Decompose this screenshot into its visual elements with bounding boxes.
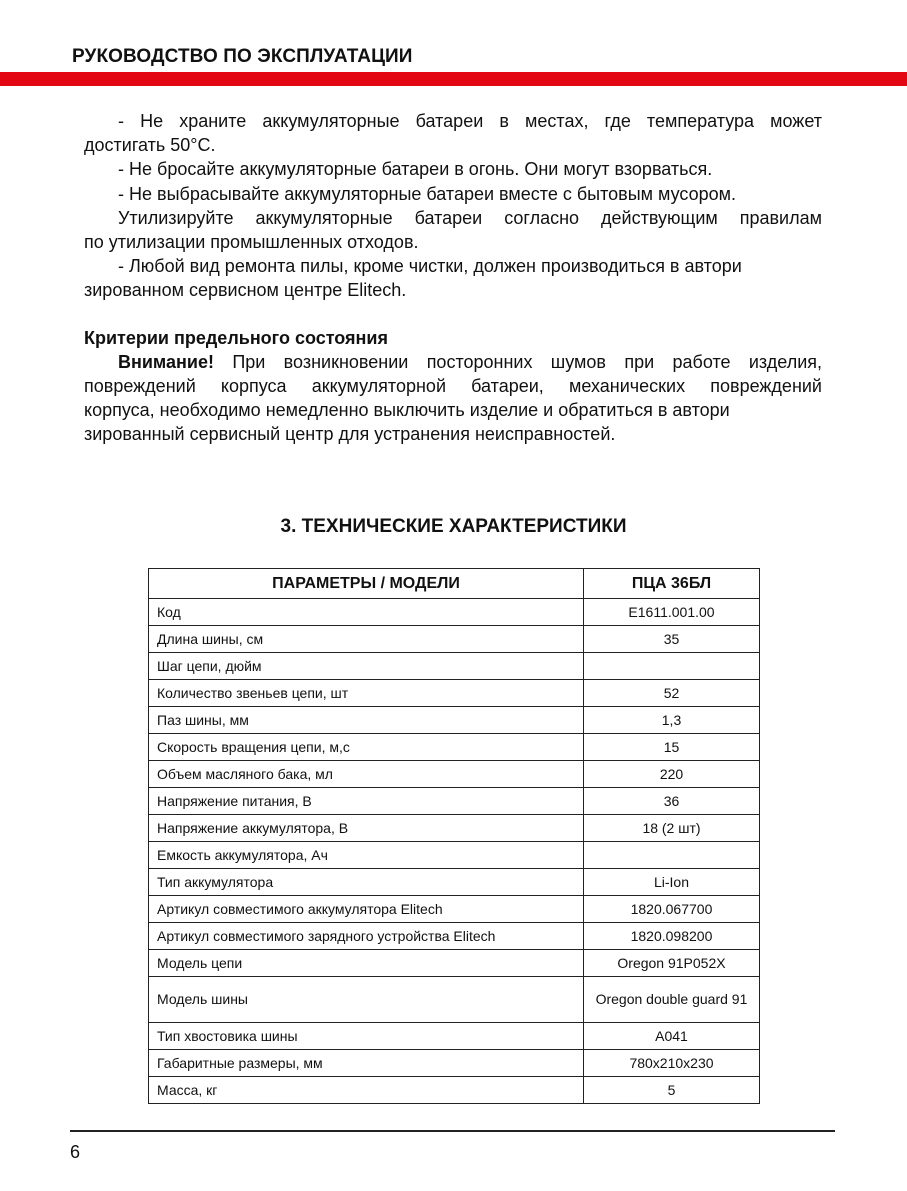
text-line: - Не выбрасывайте аккумуляторные батареи вместе с бытовым мусором. [118,183,737,204]
text-line: повреждений корпуса аккумуляторной батареи, механических повреждений [84,376,822,397]
table-row [149,950,760,977]
text-fragment: При возникновении посторонних шумов при работе изделия, [213,351,822,372]
param-cell: Емкость аккумулятора, Ач [149,842,584,869]
value-cell: 35 [584,626,760,653]
value-cell [584,653,760,680]
param-cell: Напряжение питания, В [149,788,584,815]
warning-label: Внимание! [118,351,214,372]
table-row [149,599,760,626]
table-row [149,815,760,842]
table-row [149,977,760,1023]
value-cell: Oregon 91P052X [584,950,760,977]
table-row [149,842,760,869]
param-cell: Скорость вращения цепи, м,с [149,734,584,761]
param-cell: Тип хвостовика шины [149,1023,584,1050]
section-title: 3. ТЕХНИЧЕСКИЕ ХАРАКТЕРИСТИКИ [280,516,627,537]
header-red-bar [0,72,907,86]
param-cell: Код [149,599,584,626]
value-cell: Oregon double guard 91 [584,977,760,1023]
param-cell: Объем масляного бака, мл [149,761,584,788]
table-row [149,680,760,707]
text-line: корпуса, необходимо немедленно выключить изделие и обратиться в автори [84,400,730,421]
param-cell: Количество звеньев цепи, шт [149,680,584,707]
table-row [149,869,760,896]
value-cell: Li-Ion [584,869,760,896]
param-cell: Артикул совместимого аккумулятора Elitech [149,896,584,923]
param-cell: Напряжение аккумулятора, В [149,815,584,842]
value-cell: 5 [584,1077,760,1104]
column-header-params: ПАРАМЕТРЫ / МОДЕЛИ [149,569,584,599]
text-line: достигать 50°C. [84,135,216,156]
param-cell: Шаг цепи, дюйм [149,653,584,680]
param-cell: Артикул совместимого зарядного устройства Elitech [149,923,584,950]
table-row [149,626,760,653]
param-cell: Модель цепи [149,950,584,977]
table-row [149,1023,760,1050]
param-cell: Тип аккумулятора [149,869,584,896]
value-cell: 15 [584,734,760,761]
value-cell: 780x210x230 [584,1050,760,1077]
param-cell: Габаритные размеры, мм [149,1050,584,1077]
text-line: зированном сервисном центре Elitech. [84,280,407,301]
table-row [149,761,760,788]
value-cell: 1820.098200 [584,923,760,950]
table-header-row [149,569,760,599]
param-cell: Длина шины, см [149,626,584,653]
value-cell: E1611.001.00 [584,599,760,626]
text-line: Утилизируйте аккумуляторные батареи согласно действующим правилам [118,207,822,228]
page-number: 6 [70,1142,81,1162]
value-cell: 1820.067700 [584,896,760,923]
text-line: по утилизации промышленных отходов. [84,232,419,253]
value-cell: 36 [584,788,760,815]
table-row [149,896,760,923]
body-text [84,109,822,447]
spec-table [148,568,760,1104]
text-line: - Не храните аккумуляторные батареи в местах, где температура может [118,111,822,131]
param-cell: Масса, кг [149,1077,584,1104]
param-cell: Модель шины [149,977,584,1023]
value-cell: 18 (2 шт) [584,815,760,842]
text-line: зированный сервисный центр для устранения неисправностей. [84,424,616,445]
table-row [149,734,760,761]
text-line: - Не бросайте аккумуляторные батареи в огонь. Они могут взорваться. [118,159,713,180]
table-row [149,653,760,680]
value-cell: A041 [584,1023,760,1050]
value-cell: 220 [584,761,760,788]
value-cell: 52 [584,680,760,707]
table-row [149,1077,760,1104]
table-row [149,923,760,950]
table-row [149,788,760,815]
column-header-model: ПЦА 36БЛ [584,569,760,599]
text-line [84,350,822,374]
param-cell: Паз шины, мм [149,707,584,734]
footer-rule [70,1130,835,1132]
table-row [149,1050,760,1077]
page-header-title: РУКОВОДСТВО ПО ЭКСПЛУАТАЦИИ [72,46,413,67]
value-cell [584,842,760,869]
value-cell: 1,3 [584,707,760,734]
table-row [149,707,760,734]
section-heading: Критерии предельного состояния [84,327,388,348]
text-line: - Любой вид ремонта пилы, кроме чистки, должен производиться в автори [118,256,742,277]
